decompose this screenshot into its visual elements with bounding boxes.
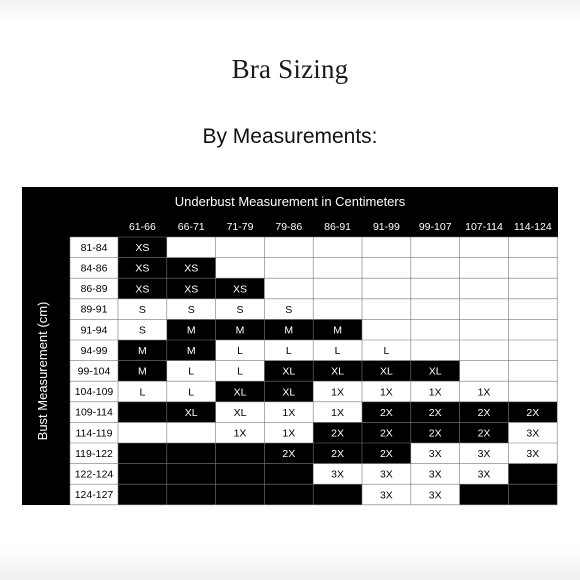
size-cell — [216, 484, 265, 505]
size-value: 2X — [282, 448, 296, 461]
page-subtitle: By Measurements: — [202, 125, 378, 148]
row-header: 86-89 — [80, 283, 108, 296]
size-cell — [167, 443, 216, 464]
size-value: L — [139, 386, 146, 399]
size-cell — [216, 464, 265, 485]
size-value: S — [285, 303, 293, 316]
row-header: 94-99 — [80, 344, 108, 357]
size-cell — [167, 422, 216, 443]
size-value: M — [186, 345, 196, 358]
size-value: 3X — [477, 448, 491, 461]
column-header: 91-99 — [372, 221, 400, 233]
size-value: XS — [232, 283, 248, 296]
size-value: M — [138, 365, 147, 378]
size-value: M — [333, 324, 342, 337]
size-value: 3X — [331, 468, 345, 481]
row-header: 89-91 — [80, 303, 108, 316]
column-header: 114-124 — [513, 221, 552, 233]
column-header: 107-114 — [465, 221, 503, 233]
column-axis-title: Underbust Measurement in Centimeters — [174, 194, 406, 209]
size-value: 1X — [331, 386, 345, 399]
size-cell — [264, 464, 313, 485]
size-value: 2X — [428, 427, 442, 440]
size-cell — [118, 464, 167, 485]
size-cell — [264, 484, 313, 505]
size-value: M — [284, 324, 294, 337]
size-value: 2X — [379, 406, 393, 419]
row-header: 104-109 — [74, 386, 114, 399]
size-value: L — [237, 365, 243, 378]
size-value: 1X — [428, 386, 442, 399]
row-header: 122-124 — [74, 468, 114, 481]
row-header: 124-127 — [74, 489, 114, 502]
column-header: 61-66 — [128, 221, 156, 233]
size-value: 3X — [477, 468, 491, 481]
column-header: 86-91 — [324, 221, 352, 233]
column-headers — [129, 221, 552, 233]
size-cells — [118, 237, 557, 505]
size-cell — [460, 484, 509, 505]
column-header: 71-79 — [226, 221, 254, 233]
size-value: S — [187, 303, 195, 316]
size-value: XL — [233, 406, 247, 419]
size-value: XL — [184, 406, 198, 419]
size-value: XL — [282, 365, 296, 378]
size-value: 1X — [331, 406, 345, 419]
size-value: XS — [184, 262, 199, 275]
size-value: L — [188, 365, 195, 378]
size-value: XS — [135, 283, 150, 296]
size-value: XL — [379, 365, 393, 378]
row-header: 84-86 — [80, 262, 108, 275]
size-value: XL — [331, 365, 345, 378]
size-value: 3X — [526, 448, 540, 461]
size-value: XS — [135, 262, 150, 275]
size-value: XL — [428, 365, 442, 378]
size-value: 3X — [428, 468, 442, 481]
size-value: 1X — [282, 427, 296, 440]
size-cell — [313, 484, 362, 505]
size-cell — [118, 402, 167, 423]
size-cell — [508, 484, 557, 505]
size-value: 2X — [477, 406, 491, 419]
size-value: 3X — [379, 489, 393, 502]
size-value: 2X — [331, 427, 345, 440]
size-value: 1X — [233, 427, 247, 440]
size-cell — [118, 443, 167, 464]
size-cell — [118, 484, 167, 505]
size-value: XL — [233, 386, 247, 399]
size-value: 2X — [379, 427, 393, 440]
size-value: XL — [282, 386, 296, 399]
column-header: 79-86 — [275, 221, 303, 233]
size-value: 3X — [379, 468, 393, 481]
size-cell — [118, 422, 167, 443]
size-value: L — [383, 345, 390, 358]
size-value: L — [188, 386, 195, 399]
size-value: M — [138, 345, 147, 358]
size-value: L — [237, 345, 243, 358]
size-value: 1X — [379, 386, 393, 399]
size-value: 2X — [428, 406, 442, 419]
row-header: 109-114 — [75, 406, 113, 419]
row-header: 99-104 — [77, 365, 111, 378]
size-value: L — [334, 345, 341, 358]
size-value: L — [285, 345, 292, 358]
size-value: 2X — [526, 406, 540, 419]
size-value: XS — [184, 283, 199, 296]
size-value: 2X — [379, 448, 393, 461]
row-axis-title: Bust Measurement (cm) — [35, 301, 50, 441]
size-value: S — [236, 303, 244, 316]
row-header: 81-84 — [80, 241, 108, 254]
size-value: M — [186, 324, 196, 337]
column-header: 66-71 — [177, 221, 205, 233]
row-headers — [70, 237, 118, 505]
row-header: 119-122 — [75, 447, 113, 460]
size-cell — [167, 464, 216, 485]
size-cell — [508, 464, 557, 485]
row-header: 114-119 — [75, 427, 113, 440]
column-header: 99-107 — [418, 221, 452, 233]
size-cell — [167, 484, 216, 505]
size-value: 3X — [526, 427, 540, 440]
size-value: S — [138, 324, 146, 337]
size-value: S — [138, 303, 146, 316]
size-cell — [216, 443, 265, 464]
size-value: 3X — [428, 489, 442, 502]
size-value: 1X — [282, 406, 296, 419]
size-value: 3X — [428, 448, 442, 461]
size-value: 2X — [477, 427, 491, 440]
size-value: 2X — [331, 448, 345, 461]
size-value: 1X — [477, 386, 491, 399]
row-header: 91-94 — [80, 324, 108, 337]
page-title: Bra Sizing — [231, 54, 349, 84]
size-value: XS — [135, 242, 150, 255]
size-value: M — [235, 324, 245, 337]
